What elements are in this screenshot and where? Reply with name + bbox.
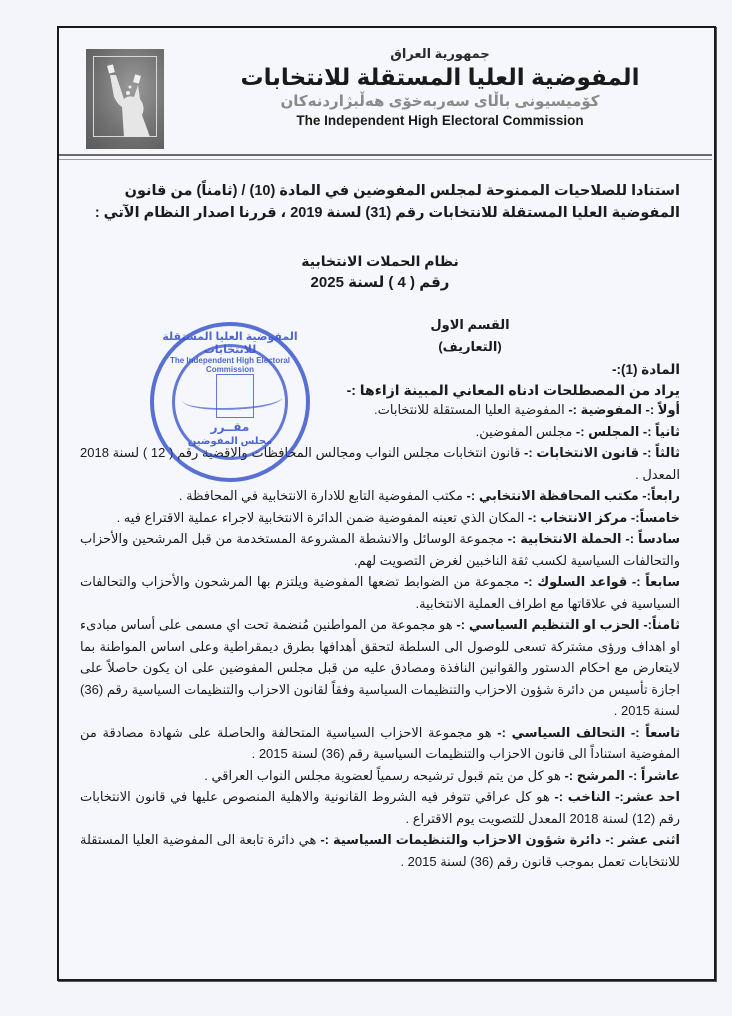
preamble: استنادا للصلاحيات الممنوحة لمجلس المفوضين في المادة (10) / (ثامناً) من قانون المفوضية العليا المستقلة للانتخابات رقم (31) لسنة 2019 ، قررنا اصدار النظام الآتي : bbox=[94, 183, 680, 221]
definition-item bbox=[80, 614, 680, 722]
stamp-outer-text-arabic: المفوضية العليا المستقلة للانتخابات bbox=[162, 331, 298, 356]
definition-text: مجلس المفوضين. bbox=[475, 423, 576, 439]
definition-item bbox=[80, 786, 680, 829]
definition-text: المفوضية العليا المستقلة للانتخابات. bbox=[374, 402, 569, 417]
regulation-title: نظام الحملات الانتخابية bbox=[301, 253, 459, 269]
logo-inner-frame bbox=[93, 56, 157, 137]
definition-text: مكتب المفوضية التابع للادارة الانتخابية في المحافظة . bbox=[178, 488, 467, 503]
definition-item bbox=[80, 507, 680, 529]
definition-term: ثامناً:- الحزب او التنظيم السياسي :- bbox=[456, 617, 680, 632]
definition-text: هو كل عراقي تتوفر فيه الشروط القانونية والاهلية المنصوص عليها في قانون الانتخابات رقم (12) لسنة 2018 المعدل للتصويت يوم الاقتراع . bbox=[80, 789, 680, 826]
ihec-logo-icon bbox=[86, 49, 164, 149]
stamp-outer-text-english: The Independent High Electoral Commission bbox=[169, 356, 290, 374]
definition-term: تاسعاً :- التحالف السياسي :- bbox=[497, 724, 680, 740]
definition-term: احد عشر:- الناخب :- bbox=[554, 789, 680, 804]
definition-item bbox=[80, 829, 680, 872]
stamp-center-sublabel: مجلس المفوضين bbox=[187, 436, 273, 447]
org-name-arabic: المفوضية العليا المستقلة للانتخابات bbox=[240, 64, 640, 90]
definition-text: مجموعة الوسائل والانشطة المشروعة المستخدمة من قبل المرشحين والأحزاب والتحالفات السياسية لكسب ثقة الناخبين لغرض التصويت لهم. bbox=[80, 531, 680, 568]
definition-term: سادساً :- الحملة الانتخابية :- bbox=[507, 531, 680, 546]
article-heading: المادة (1):- bbox=[612, 362, 680, 377]
org-name-kurdish: كۆمیسیونی باڵای سەربەخۆی هەڵبژاردنەکان bbox=[280, 93, 600, 110]
definition-text: هو مجموعة من المواطنين مُنضمة تحت اي مسمى على أساس مبادىء او اهداف ورؤى مشتركة تسعى للوصول الى السلطة لتحقق أهدافها بطرق ديمقراطية وعلى اساس المواطنة بما لايتعارض مع احكام الدستور والقوانين النافذة ومصادق عليه من قبل مجلس المفوضين على ان يكون حاصلاً على اجازة تأسيس من دائرة شؤون الاحزاب والتنظيمات السياسية وفقاً لقانون الاحزاب والتنظيمات السياسية رقم (36) لسنة 2015 . bbox=[80, 617, 680, 718]
header-divider bbox=[59, 154, 712, 160]
definition-item bbox=[80, 571, 680, 614]
definition-item bbox=[80, 485, 680, 507]
article-intro: يراد من المصطلحات ادناه المعاني المبينة ازاءها :- bbox=[346, 382, 680, 398]
definition-term: خامساً:- مركز الانتخاب :- bbox=[528, 509, 680, 525]
definition-item bbox=[80, 765, 680, 787]
section-subtitle: (التعاريف) bbox=[438, 339, 502, 354]
definition-term: ثالثاً :- قانون الانتخابات :- bbox=[524, 445, 680, 460]
definitions-list bbox=[80, 399, 680, 872]
republic-name: جمهورية العراق bbox=[390, 46, 490, 61]
voter-figures-icon bbox=[94, 57, 158, 137]
stamp-center-label: مقــرر bbox=[210, 420, 250, 434]
org-name-english: The Independent High Electoral Commission bbox=[296, 113, 584, 128]
definition-term: عاشراً :- المرشح :- bbox=[564, 767, 680, 783]
document-body bbox=[80, 180, 680, 872]
regulation-number: رقم ( 4 ) لسنة 2025 bbox=[310, 274, 450, 291]
definition-term: اثنى عشر :- دائرة شؤون الاحزاب والتنظيمات السياسية :- bbox=[320, 832, 680, 847]
regulation-title-block bbox=[80, 250, 680, 294]
definition-text: هي دائرة تابعة الى المفوضية العليا المستقلة للانتخابات تعمل بموجب قانون رقم (36) لسنة 2015 . bbox=[80, 832, 680, 869]
definition-item bbox=[80, 722, 680, 765]
definition-term: أولاً :- المفوضية :- bbox=[568, 402, 680, 417]
definition-text: المكان الذي تعينه المفوضية ضمن الدائرة الانتخابية لاجراء عملية الاقتراع فيه . bbox=[116, 509, 529, 525]
definition-text: قانون انتخابات مجلس النواب ومجالس المحافظات والاقضية رقم ( 12 ) لسنة 2018 المعدل . bbox=[80, 445, 680, 482]
official-stamp bbox=[150, 322, 310, 482]
definition-term: سابعاً :- قواعد السلوك :- bbox=[523, 574, 680, 589]
definition-term: ثانياً :- المجلس :- bbox=[575, 423, 680, 439]
letterhead bbox=[180, 46, 700, 128]
definition-item bbox=[80, 528, 680, 571]
definition-text: هو مجموعة الاحزاب السياسية المتحالفة والحاصلة على شهادة مصادقة من المفوضية استناداً الى قانون الاحزاب والتنظيمات السياسية رقم (36) لسنة 2015 . bbox=[80, 724, 680, 761]
definition-text: مجموعة من الضوابط تضعها المفوضية ويلتزم بها المرشحون والأحزاب والتحالفات السياسية في علاقاتها مع اطراف العملية الانتخابية. bbox=[80, 574, 680, 611]
definition-text: هو كل من يتم قبول ترشيحه رسمياً لعضوية مجلس النواب العراقي . bbox=[204, 767, 565, 783]
section-name: القسم الاول bbox=[430, 317, 510, 332]
definition-term: رابعاً:- مكتب المحافظة الانتخابي :- bbox=[466, 488, 680, 503]
